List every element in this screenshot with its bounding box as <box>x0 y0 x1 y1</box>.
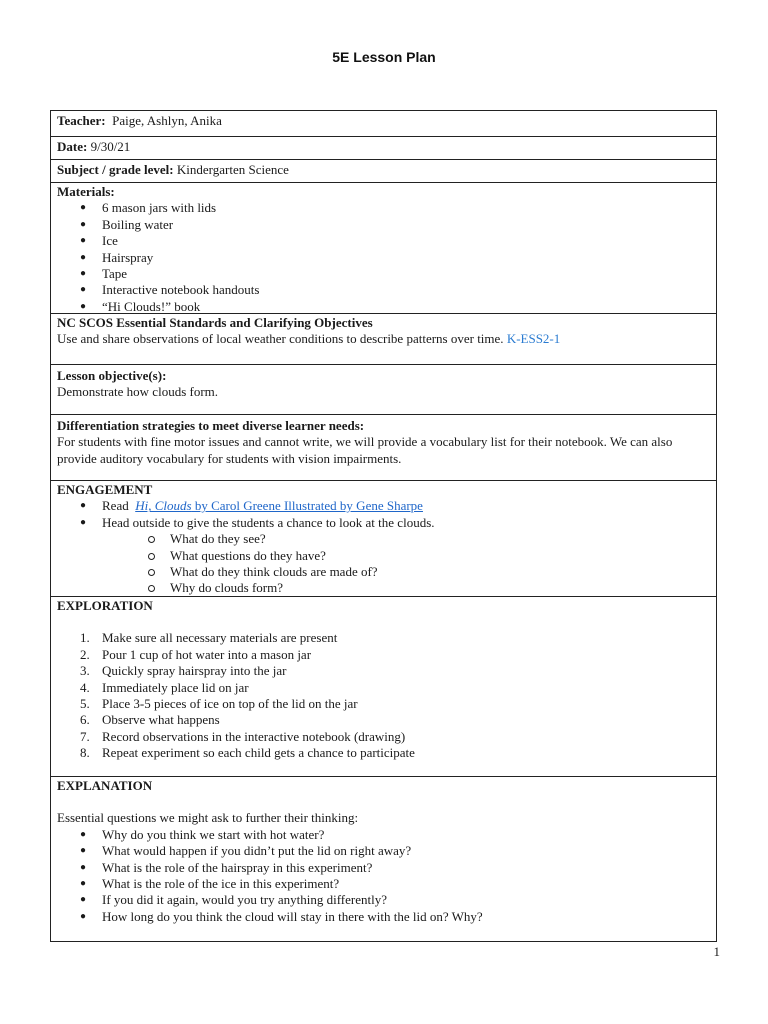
engagement-list <box>57 498 710 596</box>
step-number: 1. <box>80 630 90 646</box>
exploration-steps <box>57 630 710 761</box>
step-text: Repeat experiment so each child gets a chance to participate <box>102 745 415 761</box>
standards-label: NC SCOS Essential Standards and Clarifying Objectives <box>57 315 373 330</box>
list-item <box>80 647 710 663</box>
standard-code: K-ESS2-1 <box>506 331 561 347</box>
step-text: Place 3-5 pieces of ice on top of the lid on the jar <box>102 696 358 712</box>
lesson-plan-table <box>50 110 717 942</box>
list-item: ● Tape <box>80 266 710 282</box>
date-row <box>51 136 716 159</box>
list-item: ● What would happen if you didn’t put the lid on right away? <box>80 843 710 859</box>
list-item: ● Interactive notebook handouts <box>80 282 710 298</box>
date-value: 9/30/21 <box>90 139 131 154</box>
differentiation-row <box>51 414 716 480</box>
engagement-row <box>51 480 716 596</box>
list-item: What do they see? <box>147 531 710 547</box>
outside-text: Head outside to give the students a chance to look at the clouds. <box>102 514 435 530</box>
step-number: 3. <box>80 663 90 679</box>
explanation-questions <box>57 827 710 925</box>
list-item: ● If you did it again, would you try anything differently? <box>80 892 710 908</box>
explanation-row <box>51 776 716 941</box>
step-text: Quickly spray hairspray into the jar <box>102 663 287 679</box>
teacher-row <box>51 111 716 136</box>
list-item: ● What is the role of the ice in this experiment? <box>80 876 710 892</box>
list-item <box>80 498 710 514</box>
list-item: ● How long do you think the cloud will stay in there with the lid on? Why? <box>80 909 710 925</box>
standards-text: Use and share observations of local weather conditions to describe patterns over time. <box>57 331 504 347</box>
list-item: ● Why do you think we start with hot water? <box>80 827 710 843</box>
materials-label: Materials: <box>57 184 115 199</box>
teacher-value: Paige, Ashlyn, Anika <box>112 113 222 128</box>
objective-label: Lesson objective(s): <box>57 368 167 383</box>
engagement-label: ENGAGEMENT <box>57 482 153 497</box>
standards-text-line <box>57 331 710 347</box>
list-item: What do they think clouds are made of? <box>147 564 710 580</box>
step-number: 4. <box>80 679 90 695</box>
book-title[interactable]: Hi, Clouds <box>135 498 192 514</box>
list-item: Why do clouds form? <box>147 580 710 596</box>
date-label: Date: <box>57 139 88 154</box>
objective-text: Demonstrate how clouds form. <box>57 384 219 400</box>
list-item: ● 6 mason jars with lids <box>80 200 710 216</box>
subject-label: Subject / grade level: <box>57 162 174 177</box>
explanation-intro: Essential questions we might ask to further their thinking: <box>57 810 359 826</box>
step-text: Make sure all necessary materials are present <box>102 630 338 646</box>
list-item: ● Boiling water <box>80 217 710 233</box>
step-number: 7. <box>80 728 90 744</box>
objective-row <box>51 364 716 414</box>
subject-value: Kindergarten Science <box>176 162 289 177</box>
list-item <box>80 630 710 646</box>
read-prefix: Read <box>102 498 129 514</box>
list-item <box>80 515 710 597</box>
step-text: Pour 1 cup of hot water into a mason jar <box>102 646 312 662</box>
page-number: 1 <box>713 944 720 959</box>
list-item <box>80 663 710 679</box>
list-item <box>80 712 710 728</box>
teacher-label: Teacher: <box>57 113 106 128</box>
materials-list <box>57 200 710 315</box>
list-item: What questions do they have? <box>147 548 710 564</box>
list-item <box>80 745 710 761</box>
explanation-label: EXPLANATION <box>57 778 153 793</box>
differentiation-text: For students with fine motor issues and cannot write, we will provide a vocabulary list for their notebook. We can also provide auditory vocabulary for students with vision impairments. <box>57 434 673 466</box>
step-text: Record observations in the interactive notebook (drawing) <box>102 728 406 744</box>
materials-row <box>51 182 716 313</box>
step-number: 6. <box>80 712 90 728</box>
list-item: ● “Hi Clouds!” book <box>80 299 710 315</box>
list-item: ● Ice <box>80 233 710 249</box>
list-item <box>80 729 710 745</box>
book-link[interactable] <box>135 498 423 513</box>
list-item: ● Hairspray <box>80 250 710 266</box>
step-text: Immediately place lid on jar <box>102 679 249 695</box>
list-item: ● What is the role of the hairspray in this experiment? <box>80 860 710 876</box>
question-list <box>102 531 710 597</box>
list-item <box>80 680 710 696</box>
step-number: 5. <box>80 696 90 712</box>
differentiation-label: Differentiation strategies to meet diverse learner needs: <box>57 418 365 433</box>
step-number: 8. <box>80 745 90 761</box>
book-author[interactable]: by Carol Greene Illustrated by Gene Sharpe <box>191 498 423 514</box>
list-item <box>80 696 710 712</box>
step-text: Observe what happens <box>102 712 220 728</box>
subject-row <box>51 159 716 182</box>
page-title: 5E Lesson Plan <box>332 49 436 65</box>
exploration-row <box>51 596 716 776</box>
exploration-label: EXPLORATION <box>57 598 153 613</box>
step-number: 2. <box>80 646 90 662</box>
standards-row <box>51 313 716 364</box>
